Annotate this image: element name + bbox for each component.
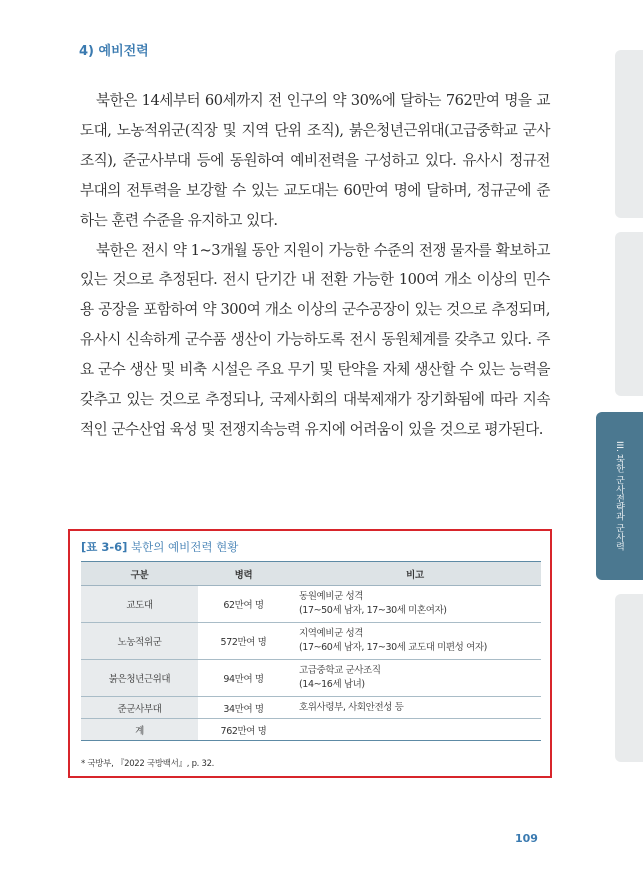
column-header-category: 구분 [81, 562, 198, 586]
cell-note [289, 623, 541, 660]
note-line: (17~60세 남자, 17~30세 교도대 미편성 여자) [299, 642, 487, 653]
table-source: * 국방부, 『2022 국방백서』, p. 32. [81, 759, 215, 769]
cell-strength: 762만여 명 [198, 719, 289, 741]
cell-strength: 572만여 명 [198, 623, 289, 660]
cell-category: 붉은청년근위대 [81, 660, 198, 697]
table-total-row [81, 719, 541, 741]
paragraph-1: 북한은 14세부터 60세까지 전 인구의 약 30%에 달하는 762만여 명을 교도대, 노농적위군(직장 및 지역 단위 조직), 붉은청년근위대(고급중학교 군사조직), 준군사부대 등에 동원하여 예비전력을 구성하고 있다. 유사시 정규전 부대의 전투력을 보강할 수 있는 교도대는 60만여 명에 달하며, 정규군에 준하는 훈련 수준을 유지하고 있다. [80, 92, 550, 229]
chapter-tab-2[interactable] [615, 232, 643, 396]
table-row [81, 660, 541, 697]
note-line: 동원예비군 성격 [299, 591, 364, 602]
table-title [81, 539, 238, 555]
cell-category: 준군사부대 [81, 697, 198, 719]
cell-category: 교도대 [81, 586, 198, 623]
chapter-tab-4[interactable] [615, 594, 643, 762]
cell-strength: 62만여 명 [198, 586, 289, 623]
note-line: 지역예비군 성격 [299, 628, 364, 639]
note-line: (14~16세 남녀) [299, 679, 365, 690]
cell-strength: 94만여 명 [198, 660, 289, 697]
cell-note [289, 660, 541, 697]
table-row [81, 623, 541, 660]
chapter-tabs [613, 0, 643, 879]
cell-category: 계 [81, 719, 198, 741]
cell-note [289, 719, 541, 741]
body-text [80, 86, 550, 445]
column-header-note: 비고 [289, 562, 541, 586]
chapter-tab-1[interactable] [615, 50, 643, 218]
reserve-forces-table [81, 561, 541, 741]
table-highlight-box [68, 529, 552, 778]
note-line: (17~50세 남자, 17~30세 미혼여자) [299, 605, 447, 616]
table-title-text: 북한의 예비전력 현황 [127, 540, 239, 554]
cell-category: 노농적위군 [81, 623, 198, 660]
chapter-tab-active[interactable] [596, 412, 643, 580]
table-row [81, 697, 541, 719]
table-row [81, 586, 541, 623]
cell-note [289, 586, 541, 623]
table-label: [표 3-6] [81, 540, 128, 554]
column-header-strength: 병력 [198, 562, 289, 586]
cell-note: 호위사령부, 사회안전성 등 [289, 697, 541, 719]
note-line: 고급중학교 군사조직 [299, 665, 381, 676]
page-number: 109 [515, 832, 538, 845]
section-heading: 4) 예비전력 [79, 44, 149, 59]
chapter-tab-label: III. 북한 군사전략과 군사력 [614, 441, 624, 551]
cell-strength: 34만여 명 [198, 697, 289, 719]
paragraph-2: 북한은 전시 약 1~3개월 동안 지원이 가능한 수준의 전쟁 물자를 확보하고 있는 것으로 추정된다. 전시 단기간 내 전환 가능한 100여 개소 이상의 민수용 공장을 포함하여 약 300여 개소 이상의 군수공장이 있는 것으로 추정되며, 유사시 신속하게 군수품 생산이 가능하도록 전시 동원체계를 갖추고 있다. 주요 군수 생산 및 비축 시설은 주요 무기 및 탄약을 자체 생산할 수 있는 능력을 갖추고 있는 것으로 추정되나, 국제사회의 대북제재가 장기화됨에 따라 지속적인 군수산업 육성 및 전쟁지속능력 유지에 어려움이 있을 것으로 평가된다. [80, 241, 550, 438]
